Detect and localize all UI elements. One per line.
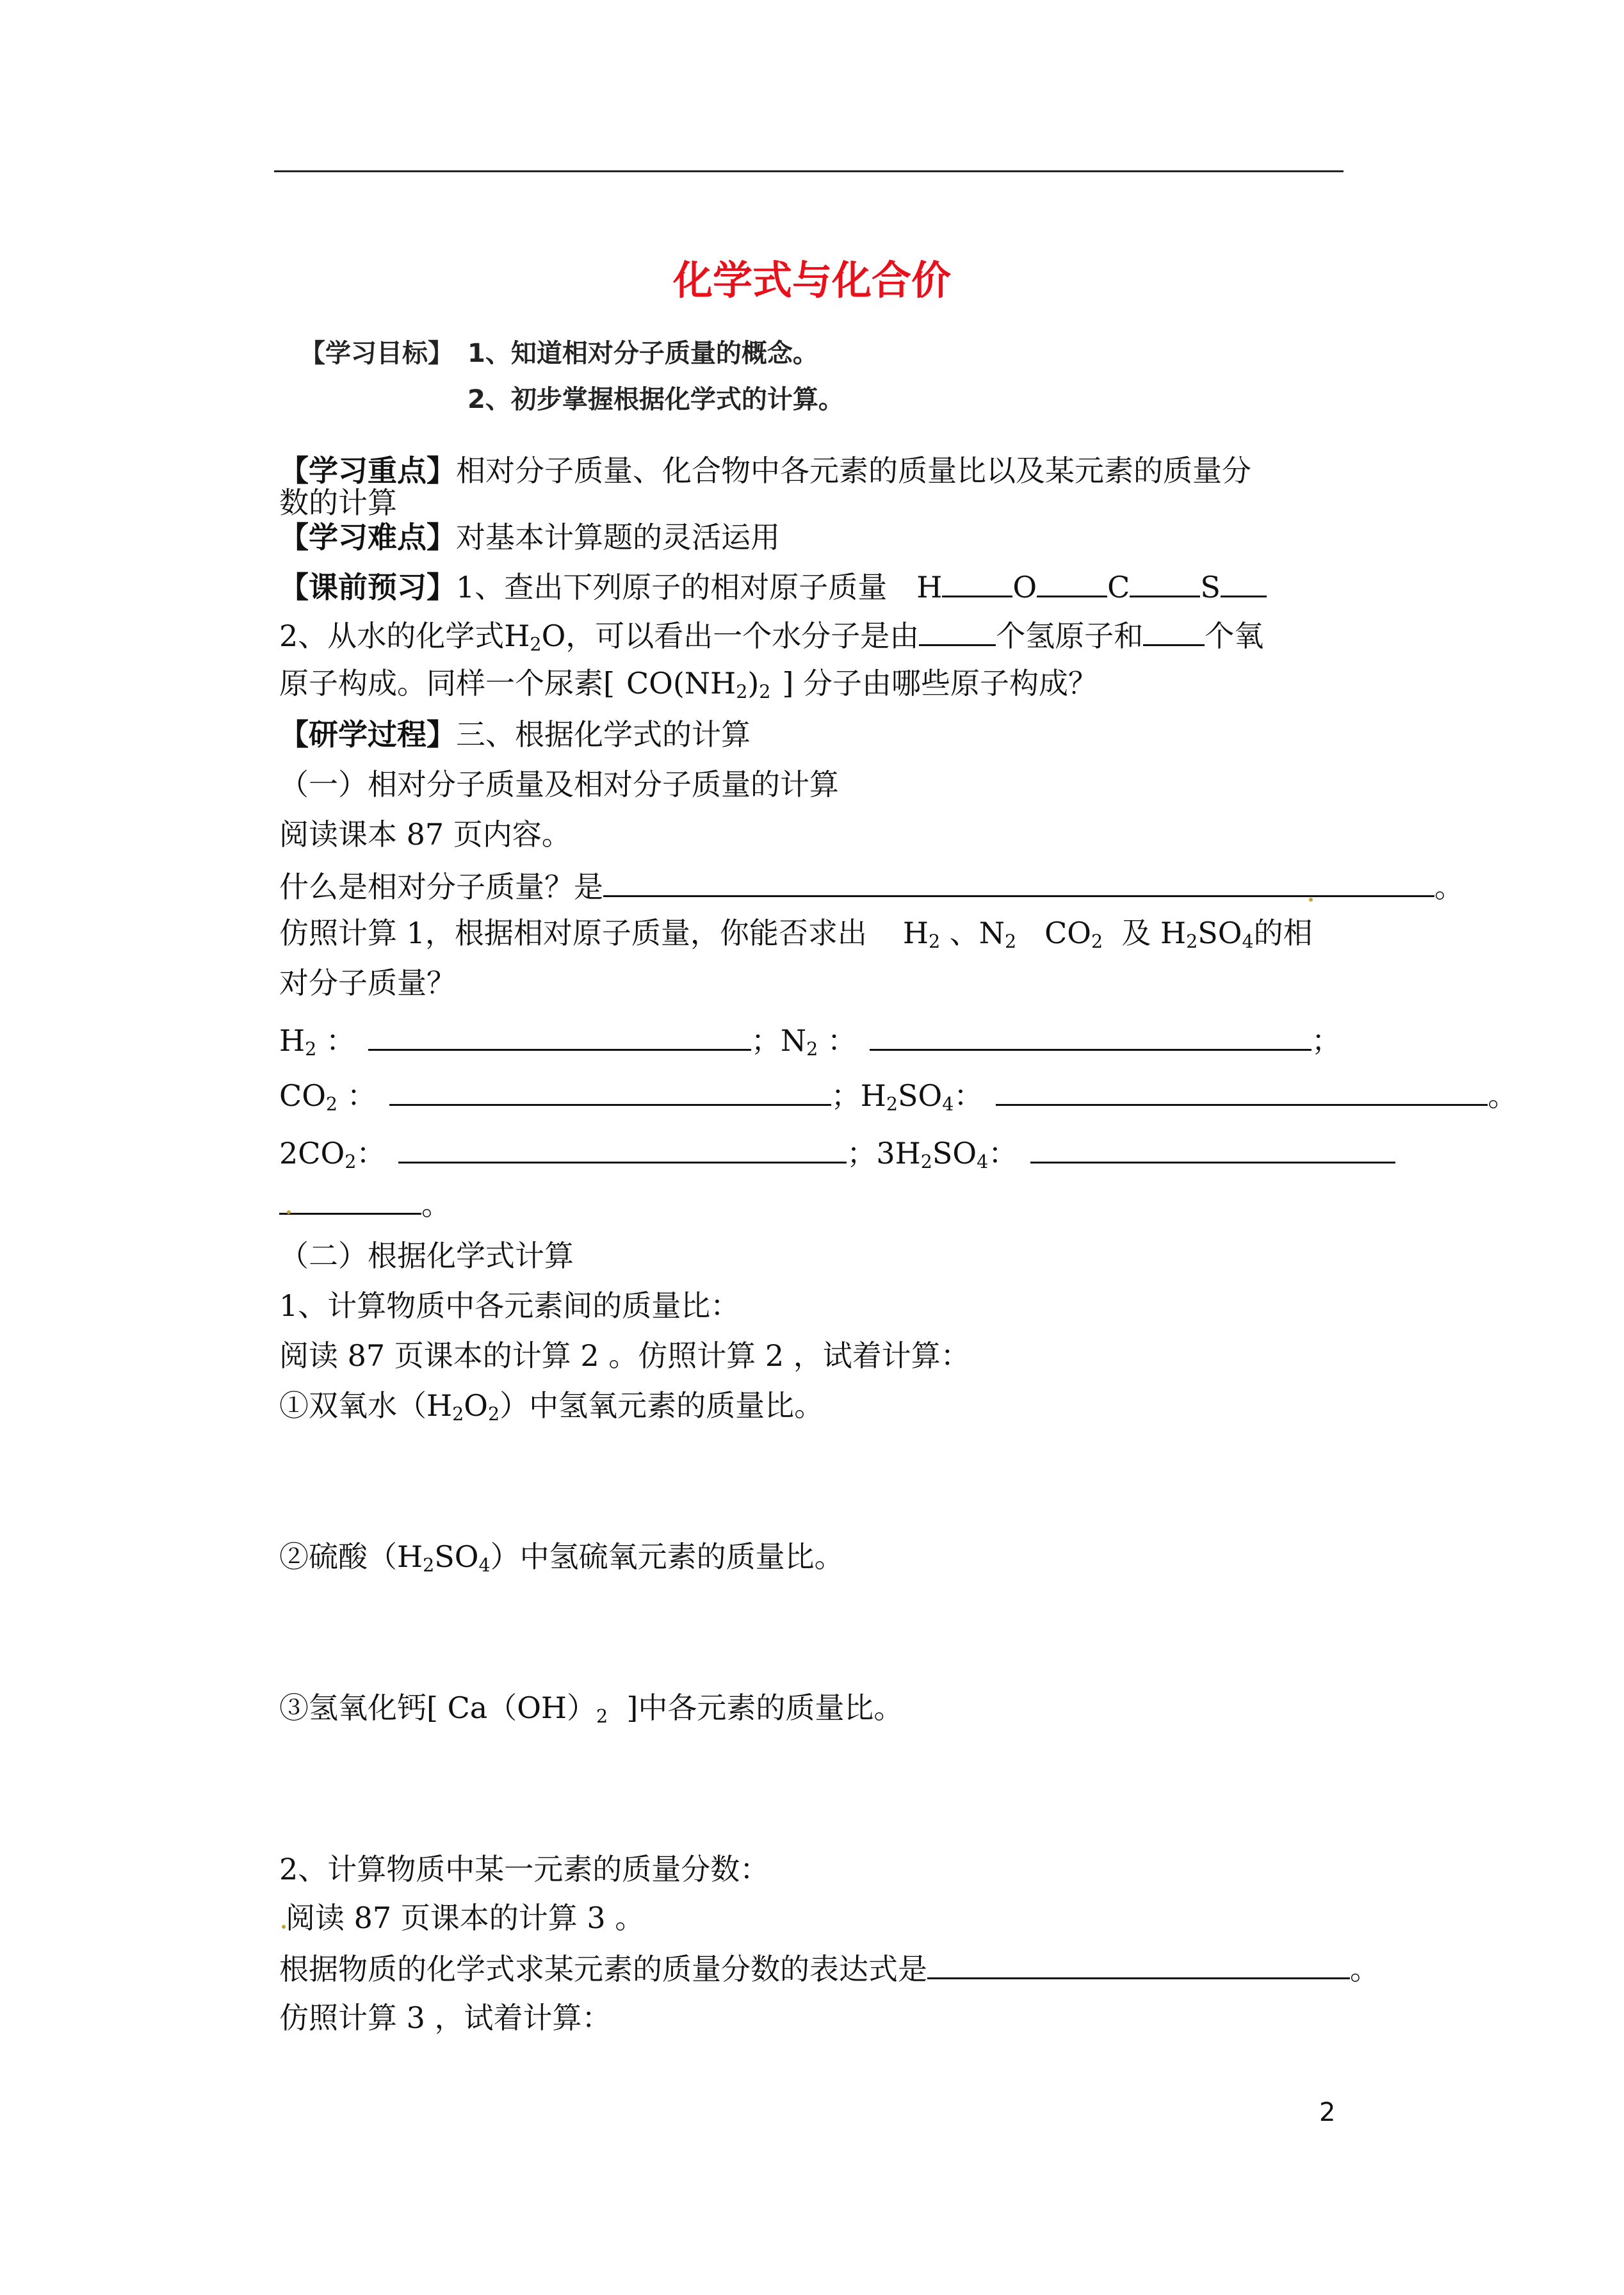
atom-o: O	[1012, 570, 1037, 604]
page-title: 化学式与化合价	[672, 257, 951, 304]
imitate-1-line-2: 对分子质量？	[279, 966, 456, 1000]
answer-blank[interactable]	[919, 619, 996, 646]
preview-question-2-part: ] 分子由哪些原子构成？	[782, 666, 1098, 701]
process-line	[279, 717, 751, 752]
answer-blank[interactable]	[870, 1023, 1311, 1051]
preview-line-2	[279, 619, 1264, 656]
answer-blank[interactable]	[927, 1952, 1350, 1979]
calc-row-3	[279, 1136, 1395, 1173]
read-instruction: 阅读课本 87 页内容。	[279, 817, 571, 852]
process-label: 【研学过程】	[279, 717, 456, 752]
expression-line	[279, 1952, 1379, 1984]
expression-text: 根据物质的化学式求某元素的质量分数的表达式是	[279, 1952, 927, 1986]
answer-blank[interactable]	[996, 1078, 1488, 1106]
answer-blank[interactable]	[389, 1078, 831, 1106]
formula-h2o: $H_2O$	[504, 619, 566, 656]
difficulty-label: 【学习难点】	[279, 520, 456, 555]
instruction-text: 的相	[1253, 916, 1313, 950]
atom-s: S	[1200, 570, 1221, 604]
focus-text: 相对分子质量、化合物中各元素的质量比以及某元素的质量分	[456, 453, 1251, 488]
instruction-text: 仿照计算 1，根据相对原子质量，你能否求出	[279, 916, 867, 950]
answer-blank[interactable]	[368, 1023, 751, 1051]
period: 。	[1434, 870, 1464, 904]
answer-blank[interactable]	[279, 1187, 421, 1215]
answer-blank[interactable]	[942, 570, 1012, 597]
formula-n2: ；$N_2$ ：	[751, 1023, 857, 1060]
item-1-read: 阅读 87 页课本的计算 2 。仿照计算 2 ，试着计算：	[279, 1338, 970, 1373]
goal-item: 2、初步掌握根据化学式的计算。	[467, 385, 844, 414]
what-is-line	[279, 870, 1464, 902]
focus-text-cont: 数的计算	[279, 485, 397, 520]
scan-artifact	[1309, 898, 1313, 902]
answer-blank[interactable]	[1130, 570, 1200, 597]
formula-2co2: $2CO_2$：	[279, 1136, 386, 1173]
difficulty-line	[279, 520, 780, 555]
formula-list: $H_2$ 、$N_2$ $CO_2$ 及 $H_2SO_4$	[902, 916, 1254, 953]
answer-blank[interactable]	[398, 1136, 847, 1164]
formula-urea: $CO(NH_2)_2$	[626, 666, 771, 703]
scan-artifact	[282, 1925, 286, 1929]
question-3: ③氢氧化钙[ $Ca(OH)_2$ ]中各元素的质量比。	[279, 1691, 904, 1728]
preview-question-2-part: 原子构成。同样一个尿素[	[279, 666, 615, 701]
preview-question-1: 1、查出下列原子的相对原子质量	[456, 570, 888, 604]
answer-blank[interactable]	[1037, 570, 1107, 597]
preview-question-2-part: 个氧	[1205, 619, 1264, 653]
semicolon: ；	[1311, 1023, 1341, 1058]
calc-row-3-cont	[279, 1187, 451, 1222]
formula-3h2so4: ；$3H_2SO_4$：	[847, 1136, 1018, 1173]
formula-h2so4: ；$H_2SO_4$：	[831, 1078, 984, 1115]
item-2-title: 2、计算物质中某一元素的质量分数：	[279, 1852, 770, 1886]
preview-question-2-part: ，可以看出一个水分子是由	[565, 619, 920, 653]
preview-label: 【课前预习】	[279, 570, 456, 604]
calc-row-1	[279, 1023, 1341, 1060]
preview-question-2: 2、从水的化学式	[279, 619, 505, 653]
question-2: ②硫酸$(H_2SO_4)$中氢硫氧元素的质量比。	[279, 1539, 844, 1577]
question-text: 什么是相对分子质量？是	[279, 870, 603, 904]
section-1-title: （一）相对分子质量及相对分子质量的计算	[279, 767, 839, 802]
period: 。	[1350, 1952, 1379, 1986]
answer-blank[interactable]	[1030, 1136, 1395, 1164]
goals-label: 【学习目标】	[300, 339, 453, 368]
formula-co2: $CO_2$ ：	[279, 1078, 377, 1115]
preview-question-2-part: 个氢原子和	[996, 619, 1144, 653]
section-2-title: （二）根据化学式计算	[279, 1238, 574, 1273]
calc-row-2	[279, 1078, 1518, 1115]
difficulty-text: 对基本计算题的灵活运用	[456, 520, 780, 555]
process-text: 三、根据化学式的计算	[456, 717, 751, 752]
focus-label: 【学习重点】	[279, 453, 456, 488]
imitate-1-line	[279, 916, 1313, 953]
atom-h: H	[916, 570, 943, 604]
page-number: 2	[1319, 2098, 1336, 2127]
goal-item: 1、知道相对分子质量的概念。	[467, 339, 818, 368]
imitate-3-line: 仿照计算 3 ，试着计算：	[279, 2000, 612, 2035]
preview-line-1	[279, 570, 1267, 602]
period: 。	[1488, 1078, 1518, 1113]
scan-artifact	[287, 1210, 291, 1214]
formula-h2: $H_2$ ：	[279, 1023, 355, 1060]
focus-line	[279, 453, 1251, 488]
answer-blank[interactable]	[1221, 570, 1267, 597]
item-1-title: 1、计算物质中各元素间的质量比：	[279, 1288, 740, 1323]
preview-line-3	[279, 666, 1098, 703]
item-2-read: 阅读 87 页课本的计算 3 。	[286, 1901, 645, 1935]
answer-blank[interactable]	[1143, 619, 1205, 646]
answer-blank[interactable]	[603, 870, 1434, 897]
header-rule	[274, 170, 1344, 172]
question-1: ①双氧水$(H_2O_2)$中氢氧元素的质量比。	[279, 1388, 824, 1425]
period: 。	[421, 1187, 451, 1222]
atom-c: C	[1107, 570, 1130, 604]
